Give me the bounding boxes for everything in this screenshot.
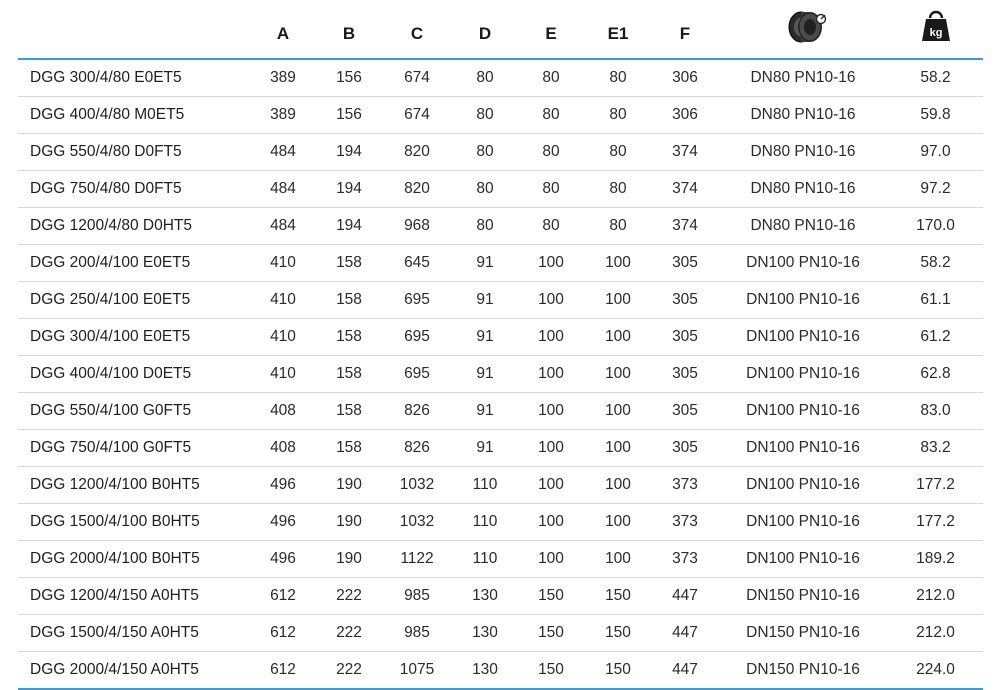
cell-model: DGG 200/4/100 E0ET5 [18,245,250,282]
cell-connection: DN100 PN10-16 [718,504,888,541]
cell-d: 91 [452,319,518,356]
cell-b: 158 [316,245,382,282]
column-header-e1: E1 [607,24,629,43]
cell-e: 80 [518,59,584,97]
cell-e1: 100 [584,282,652,319]
flange-icon [718,4,888,44]
table-header [18,4,983,59]
cell-model: DGG 250/4/100 E0ET5 [18,282,250,319]
cell-e1: 80 [584,171,652,208]
cell-e: 150 [518,652,584,690]
column-header-a: A [276,24,290,43]
cell-connection: DN80 PN10-16 [718,171,888,208]
cell-weight: 177.2 [888,504,983,541]
cell-model: DGG 2000/4/100 B0HT5 [18,541,250,578]
svg-text:kg: kg [929,27,942,39]
cell-d: 91 [452,245,518,282]
cell-e: 100 [518,430,584,467]
table-row [18,282,983,319]
cell-model: DGG 1200/4/80 D0HT5 [18,208,250,245]
cell-e1: 80 [584,59,652,97]
cell-a: 389 [250,97,316,134]
table-row [18,652,983,690]
cell-connection: DN100 PN10-16 [718,245,888,282]
cell-b: 194 [316,171,382,208]
cell-a: 410 [250,245,316,282]
cell-b: 194 [316,134,382,171]
cell-connection: DN100 PN10-16 [718,356,888,393]
cell-f: 305 [652,393,718,430]
table-row [18,430,983,467]
table-row [18,393,983,430]
cell-d: 91 [452,282,518,319]
cell-d: 130 [452,578,518,615]
cell-c: 1032 [382,467,452,504]
cell-e1: 80 [584,97,652,134]
cell-c: 1075 [382,652,452,690]
cell-model: DGG 550/4/80 D0FT5 [18,134,250,171]
cell-c: 985 [382,578,452,615]
cell-weight: 61.1 [888,282,983,319]
cell-weight: 212.0 [888,578,983,615]
cell-e1: 100 [584,393,652,430]
cell-e1: 150 [584,652,652,690]
cell-e1: 100 [584,356,652,393]
column-header-weight [888,4,983,59]
cell-weight: 83.2 [888,430,983,467]
cell-connection: DN80 PN10-16 [718,208,888,245]
cell-d: 80 [452,208,518,245]
cell-a: 410 [250,356,316,393]
cell-connection: DN100 PN10-16 [718,319,888,356]
cell-c: 645 [382,245,452,282]
cell-d: 91 [452,356,518,393]
cell-a: 408 [250,430,316,467]
cell-c: 1032 [382,504,452,541]
cell-f: 373 [652,504,718,541]
cell-d: 91 [452,393,518,430]
spec-table-sheet [0,4,1001,678]
cell-d: 130 [452,652,518,690]
cell-c: 695 [382,282,452,319]
table-header-row [18,4,983,59]
cell-model: DGG 750/4/80 D0FT5 [18,171,250,208]
cell-f: 306 [652,59,718,97]
cell-f: 306 [652,97,718,134]
cell-a: 484 [250,134,316,171]
column-header-connection [718,4,888,59]
cell-connection: DN100 PN10-16 [718,430,888,467]
cell-e: 80 [518,134,584,171]
cell-f: 305 [652,356,718,393]
table-row [18,171,983,208]
cell-a: 484 [250,171,316,208]
cell-e: 150 [518,615,584,652]
cell-e: 100 [518,467,584,504]
cell-e: 100 [518,356,584,393]
cell-d: 80 [452,59,518,97]
cell-b: 158 [316,319,382,356]
cell-b: 190 [316,504,382,541]
cell-model: DGG 1200/4/100 B0HT5 [18,467,250,504]
cell-a: 484 [250,208,316,245]
cell-d: 80 [452,97,518,134]
cell-connection: DN80 PN10-16 [718,59,888,97]
cell-b: 222 [316,578,382,615]
cell-weight: 224.0 [888,652,983,690]
cell-connection: DN150 PN10-16 [718,652,888,690]
column-header-f: F [679,24,691,43]
cell-a: 496 [250,541,316,578]
cell-e: 100 [518,319,584,356]
cell-f: 447 [652,615,718,652]
table-row [18,319,983,356]
table-body [18,59,983,689]
cell-connection: DN100 PN10-16 [718,467,888,504]
table-row [18,134,983,171]
column-header-e: E [545,24,557,43]
table-row [18,208,983,245]
cell-f: 374 [652,134,718,171]
cell-b: 156 [316,59,382,97]
table-row [18,578,983,615]
table-row [18,59,983,97]
cell-e: 80 [518,171,584,208]
cell-model: DGG 550/4/100 G0FT5 [18,393,250,430]
cell-e1: 100 [584,319,652,356]
cell-b: 194 [316,208,382,245]
cell-a: 612 [250,615,316,652]
cell-d: 110 [452,541,518,578]
cell-d: 80 [452,134,518,171]
cell-e1: 150 [584,615,652,652]
cell-e: 100 [518,504,584,541]
cell-f: 447 [652,652,718,690]
cell-d: 130 [452,615,518,652]
cell-model: DGG 400/4/100 D0ET5 [18,356,250,393]
cell-c: 826 [382,393,452,430]
cell-c: 674 [382,59,452,97]
cell-d: 110 [452,504,518,541]
cell-model: DGG 2000/4/150 A0HT5 [18,652,250,690]
cell-b: 222 [316,652,382,690]
cell-d: 91 [452,430,518,467]
cell-model: DGG 300/4/80 E0ET5 [18,59,250,97]
cell-b: 156 [316,97,382,134]
cell-c: 968 [382,208,452,245]
cell-e: 150 [518,578,584,615]
cell-d: 80 [452,171,518,208]
cell-weight: 59.8 [888,97,983,134]
cell-c: 674 [382,97,452,134]
cell-c: 1122 [382,541,452,578]
cell-f: 305 [652,282,718,319]
cell-connection: DN80 PN10-16 [718,134,888,171]
cell-a: 496 [250,467,316,504]
table-row [18,97,983,134]
cell-weight: 177.2 [888,467,983,504]
cell-e: 80 [518,97,584,134]
cell-f: 374 [652,208,718,245]
cell-c: 695 [382,356,452,393]
cell-weight: 83.0 [888,393,983,430]
cell-model: DGG 1500/4/100 B0HT5 [18,504,250,541]
cell-b: 158 [316,393,382,430]
cell-weight: 58.2 [888,245,983,282]
cell-d: 110 [452,467,518,504]
table-row [18,615,983,652]
cell-c: 820 [382,171,452,208]
cell-a: 612 [250,652,316,690]
cell-f: 374 [652,171,718,208]
cell-a: 612 [250,578,316,615]
cell-b: 190 [316,541,382,578]
cell-weight: 58.2 [888,59,983,97]
table-row [18,541,983,578]
cell-weight: 61.2 [888,319,983,356]
cell-e1: 100 [584,504,652,541]
cell-e1: 100 [584,245,652,282]
cell-model: DGG 1200/4/150 A0HT5 [18,578,250,615]
cell-f: 305 [652,319,718,356]
cell-b: 190 [316,467,382,504]
cell-f: 373 [652,467,718,504]
cell-model: DGG 1500/4/150 A0HT5 [18,615,250,652]
cell-connection: DN100 PN10-16 [718,541,888,578]
column-header-c: C [410,24,424,43]
cell-c: 826 [382,430,452,467]
weight-kg-icon [888,4,983,44]
cell-e1: 80 [584,208,652,245]
cell-weight: 212.0 [888,615,983,652]
cell-connection: DN100 PN10-16 [718,393,888,430]
cell-b: 158 [316,356,382,393]
cell-weight: 97.2 [888,171,983,208]
cell-e: 100 [518,393,584,430]
cell-e1: 100 [584,430,652,467]
column-header-d: D [478,24,492,43]
cell-weight: 97.0 [888,134,983,171]
column-header-model [18,4,250,59]
cell-weight: 170.0 [888,208,983,245]
cell-e: 100 [518,541,584,578]
cell-b: 158 [316,430,382,467]
cell-weight: 62.8 [888,356,983,393]
cell-a: 408 [250,393,316,430]
cell-connection: DN150 PN10-16 [718,615,888,652]
cell-f: 305 [652,430,718,467]
cell-a: 410 [250,319,316,356]
cell-e1: 150 [584,578,652,615]
cell-a: 410 [250,282,316,319]
dimensions-table [18,4,983,690]
cell-weight: 189.2 [888,541,983,578]
cell-connection: DN80 PN10-16 [718,97,888,134]
table-row [18,356,983,393]
table-row [18,245,983,282]
cell-connection: DN100 PN10-16 [718,282,888,319]
cell-e1: 100 [584,467,652,504]
table-row [18,467,983,504]
cell-e: 80 [518,208,584,245]
cell-c: 695 [382,319,452,356]
cell-f: 373 [652,541,718,578]
cell-c: 820 [382,134,452,171]
cell-connection: DN150 PN10-16 [718,578,888,615]
cell-a: 496 [250,504,316,541]
cell-e1: 100 [584,541,652,578]
cell-e1: 80 [584,134,652,171]
cell-e: 100 [518,282,584,319]
cell-model: DGG 750/4/100 G0FT5 [18,430,250,467]
cell-model: DGG 300/4/100 E0ET5 [18,319,250,356]
column-header-b: B [342,24,356,43]
cell-c: 985 [382,615,452,652]
cell-model: DGG 400/4/80 M0ET5 [18,97,250,134]
table-row [18,504,983,541]
cell-a: 389 [250,59,316,97]
cell-f: 305 [652,245,718,282]
cell-e: 100 [518,245,584,282]
cell-b: 158 [316,282,382,319]
cell-b: 222 [316,615,382,652]
cell-f: 447 [652,578,718,615]
